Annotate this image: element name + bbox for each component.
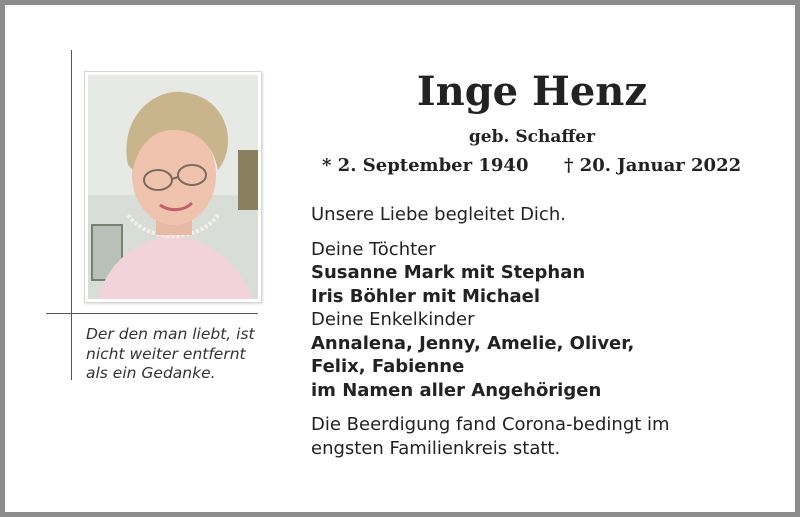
quote-line: als ein Gedanke. [86,364,216,382]
quote-line: Der den man liebt, ist [86,325,255,343]
funeral-note: Die Beerdigung fand Corona-bedingt im [311,414,670,435]
grandchildren-names: Felix, Fabienne [311,356,465,377]
daughters-heading: Deine Töchter [311,238,436,260]
funeral-note: engsten Familienkreis statt. [311,437,561,459]
vertical-divider [71,50,72,380]
farewell-line: Unsere Liebe begleitet Dich. [311,204,566,225]
portrait-photo [84,71,262,303]
daughter-name: Susanne Mark mit Stephan [311,262,586,283]
horizontal-divider [46,313,258,314]
quote-line: nicht weiter entfernt [86,344,246,363]
maiden-name: geb. Schaffer [468,127,596,147]
daughter-name: Iris Böhler mit Michael [311,285,541,307]
death-date: † 20. Januar 2022 [564,155,742,176]
obituary-text [311,203,781,460]
birth-date: * 2. September 1940 [322,155,529,176]
memorial-quote [86,325,266,384]
deceased-name: Inge Henz [416,68,648,115]
relatives-line: im Namen aller Angehörigen [311,379,602,401]
grandchildren-heading: Deine Enkelkinder [311,309,475,330]
grandchildren-names: Annalena, Jenny, Amelie, Oliver, [311,332,635,354]
